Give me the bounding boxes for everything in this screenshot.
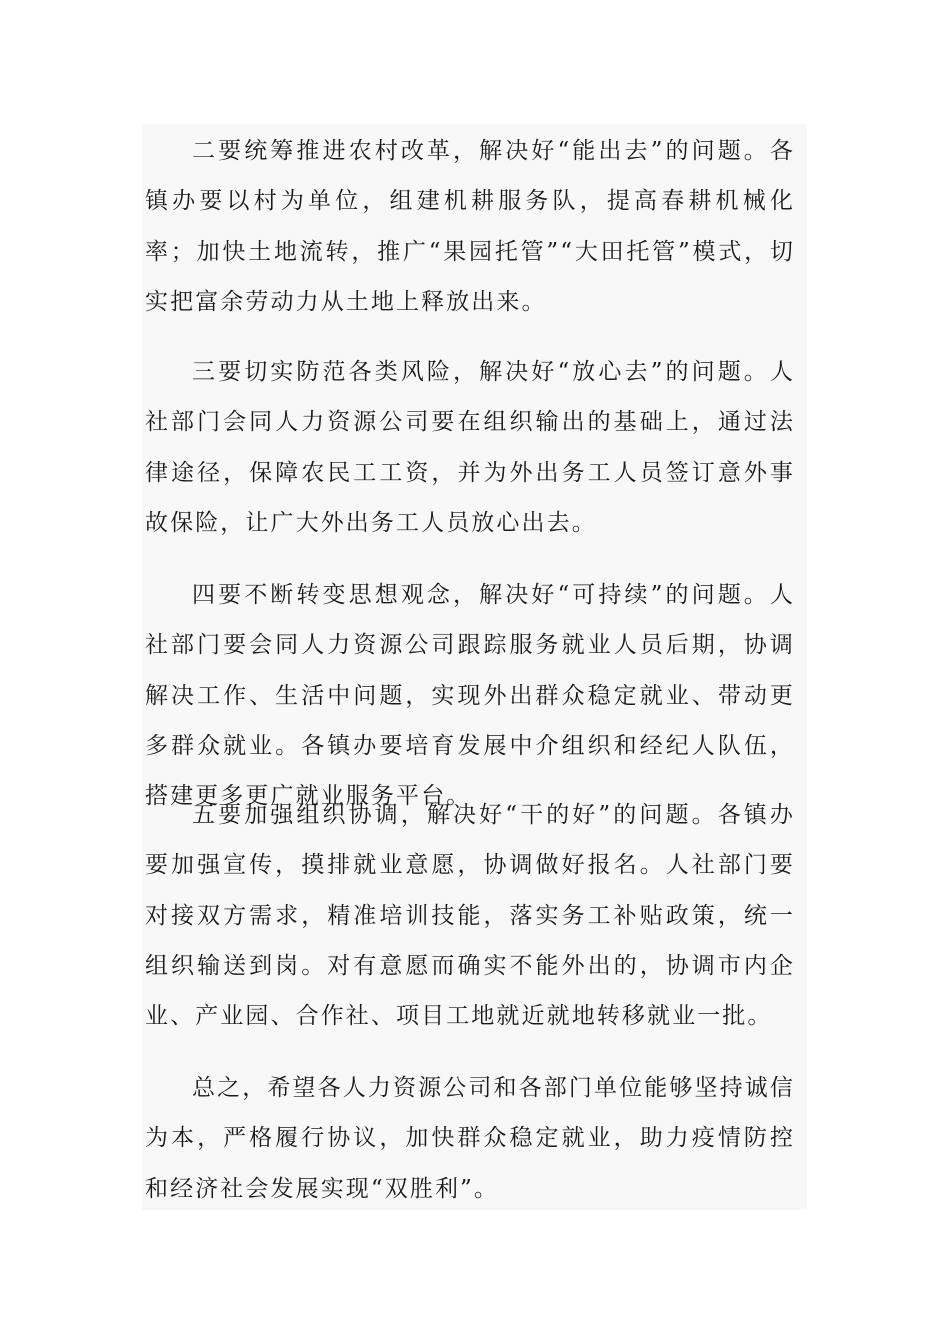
paragraph-rural-reform: 二要统筹推进农村改革，解决好“能出去”的问题。各镇办要以村为单位，组建机耕服务队，提高春耕机械化率；加快土地流转，推广“果园托管”“大田托管”模式，切实把富余劳动力从土地上释放出来。 <box>145 138 795 315</box>
paragraph-coordination: 五要加强组织协调，解决好“干的好”的问题。各镇办要加强宣传，摸排就业意愿，协调做好报名。人社部门要对接双方需求，精准培训技能，落实务工补贴政策，统一组织输送到岗。对有意愿而确实不能外出的，协调市内企业、产业园、合作社、项目工地就近就地转移就业一批。 <box>145 802 795 1030</box>
paragraph-sustainability: 四要不断转变思想观念，解决好“可持续”的问题。人社部门要会同人力资源公司跟踪服务就业人员后期，协调解决工作、生活中问题，实现外出群众稳定就业、带动更多群众就业。各镇办要培育发展中介组织和经纪人队伍，搭建更多更广就业服务平台。 <box>145 582 795 810</box>
paragraph-risk-prevention: 三要切实防范各类风险，解决好“放心去”的问题。人社部门会同人力资源公司要在组织输出的基础上，通过法律途径，保障农民工工资，并为外出务工人员签订意外事故保险，让广大外出务工人员放心出去。 <box>145 359 795 536</box>
paragraph-conclusion: 总之，希望各人力资源公司和各部门单位能够坚持诚信为本，严格履行协议，加快群众稳定就业，助力疫情防控和经济社会发展实现“双胜利”。 <box>145 1075 795 1202</box>
